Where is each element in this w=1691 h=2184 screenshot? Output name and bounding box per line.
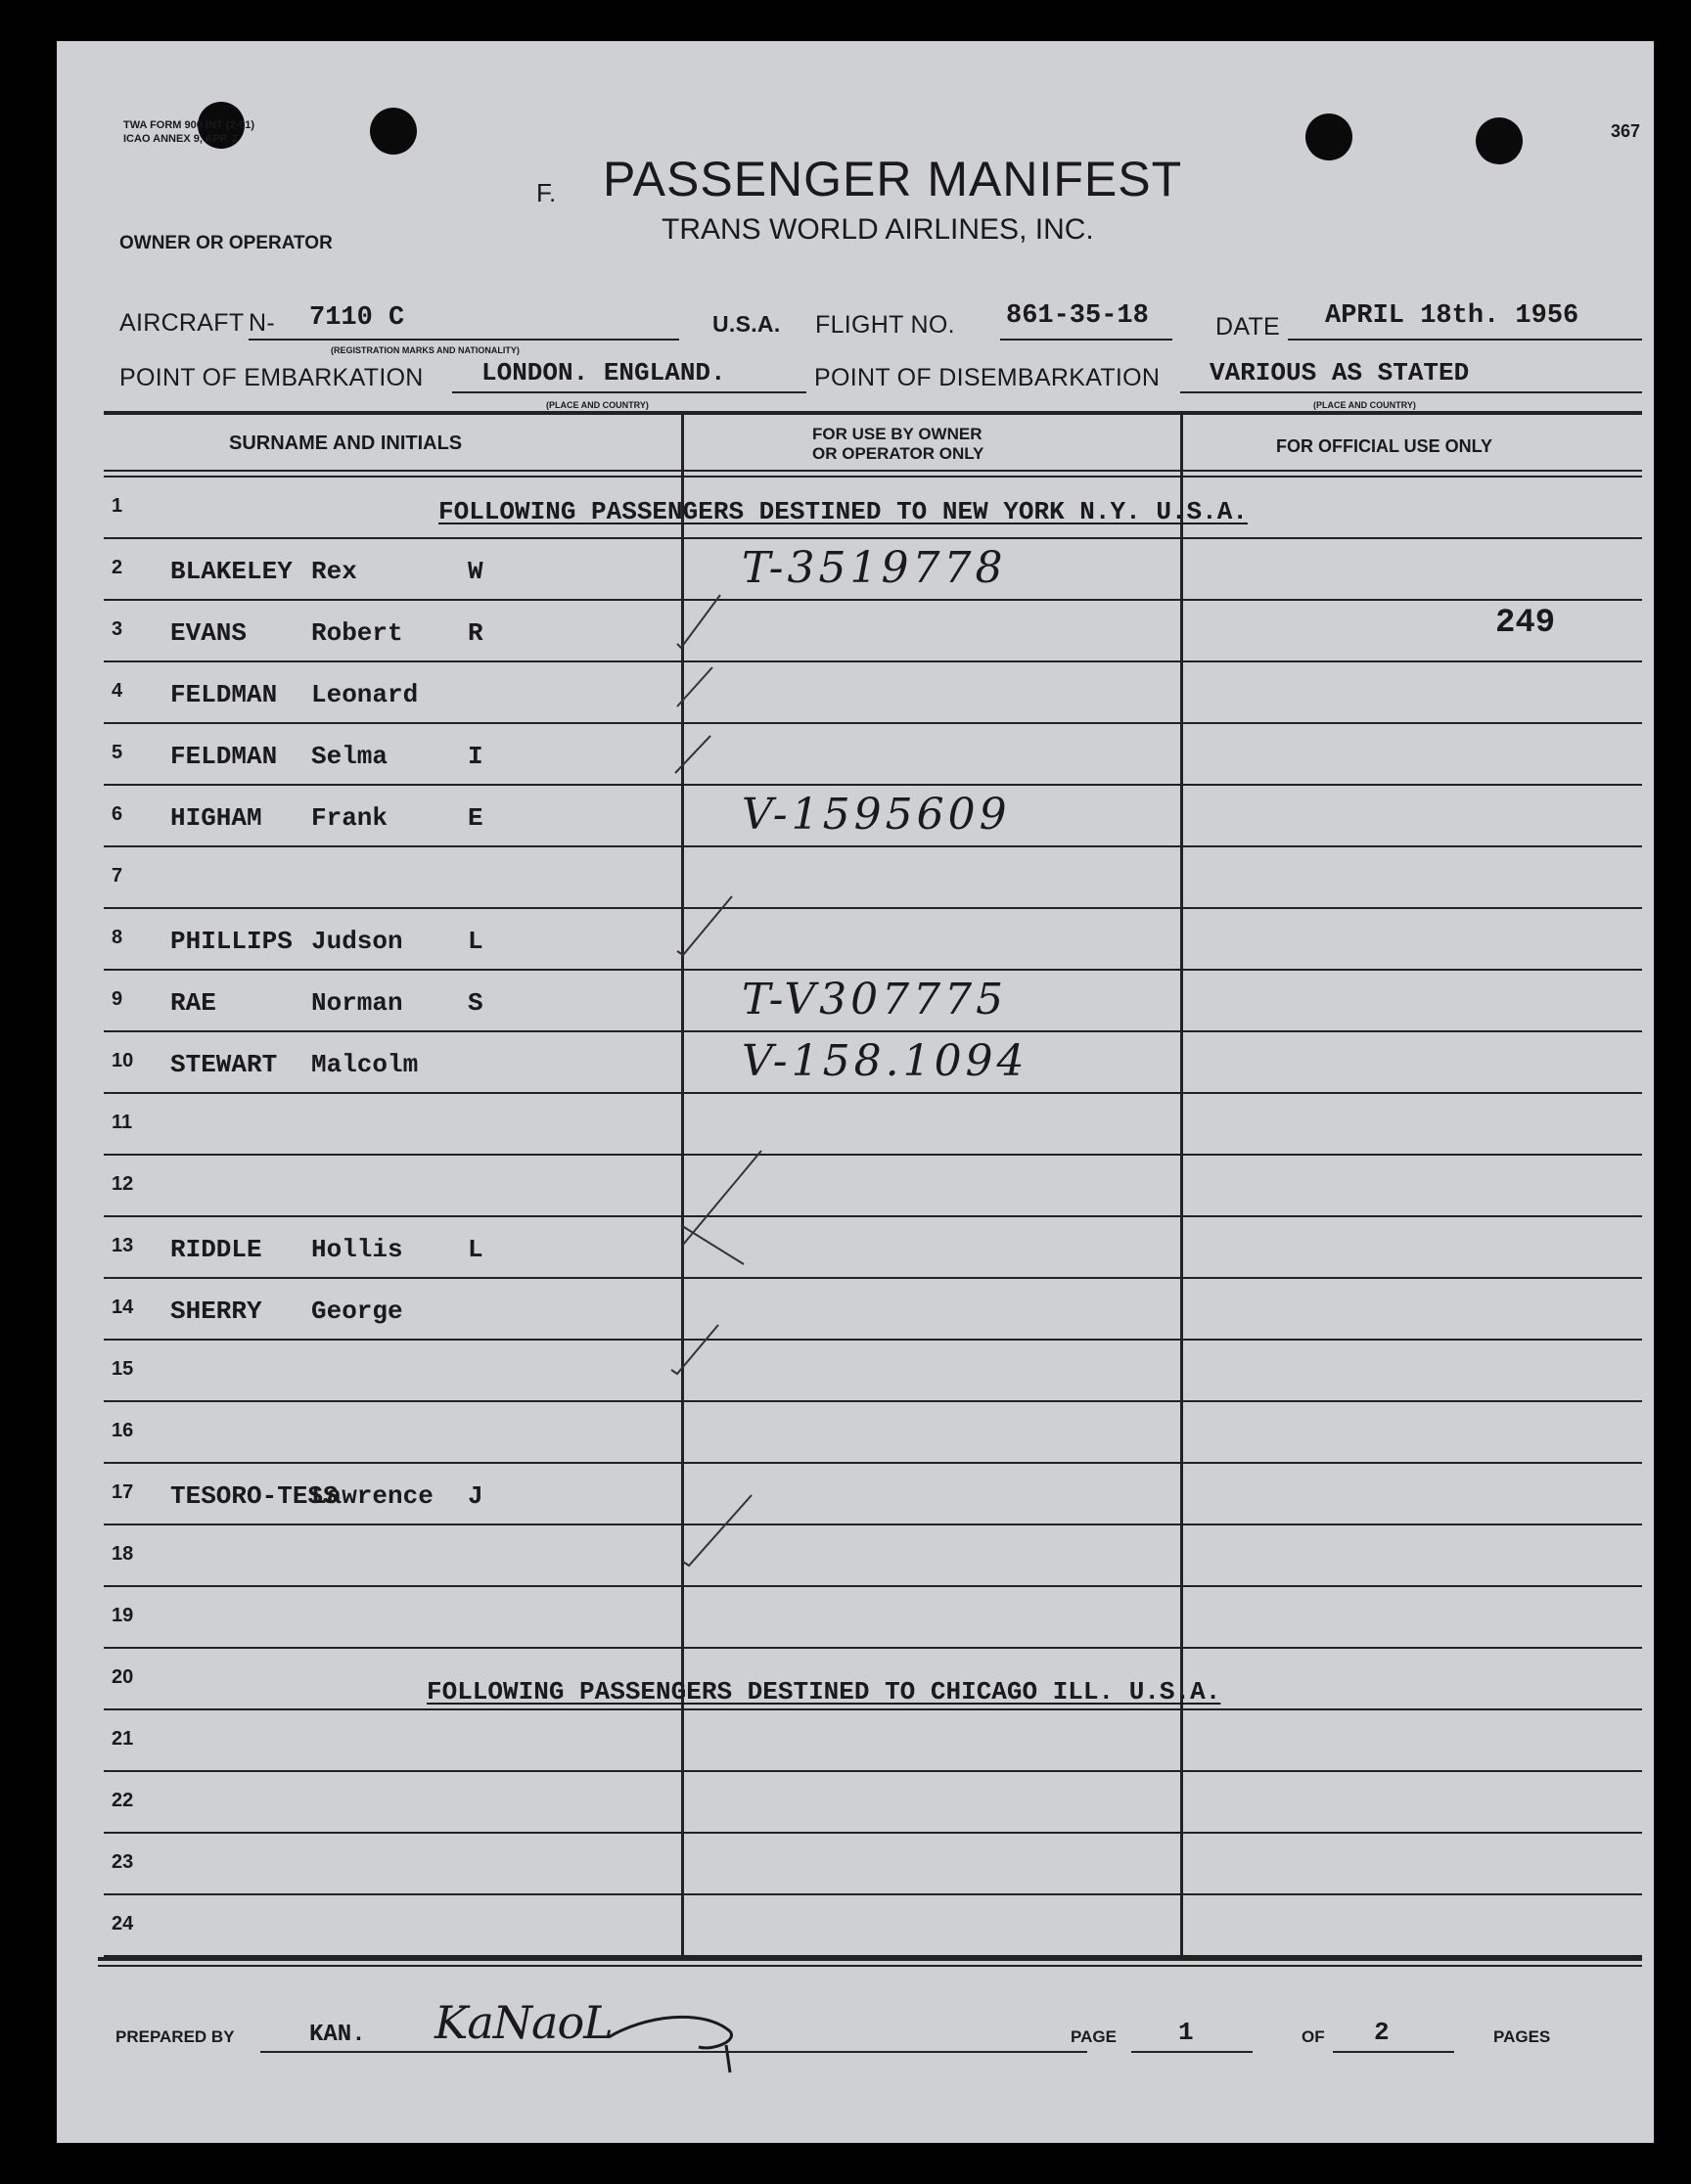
check-mark [683,1495,752,1566]
row-number: 3 [112,618,123,640]
row-rule [104,1400,1642,1402]
flight-value: 861-35-18 [1006,301,1149,331]
of-underline [1333,2051,1454,2053]
row-rule [104,537,1642,539]
banner-new-york: FOLLOWING PASSENGERS DESTINED TO NEW YORK N.Y. U.S.A. [438,497,1248,526]
passenger-surname: TESORO-TESS [170,1481,339,1511]
row-rule [104,1770,1642,1772]
col-header-surname: SURNAME AND INITIALS [229,432,463,454]
passenger-given-name: Selma [311,742,388,771]
check-mark [677,896,732,955]
row-rule [104,1708,1642,1710]
passenger-surname: FELDMAN [170,680,278,709]
passenger-surname: RIDDLE [170,1235,262,1264]
row-number: 13 [112,1235,134,1256]
row-rule [104,907,1642,909]
row-number: 20 [112,1666,134,1688]
passenger-initial: E [468,803,483,833]
row-rule [104,722,1642,724]
passenger-given-name: Leonard [311,680,419,709]
passenger-initial: W [468,557,483,586]
passenger-given-name: Frank [311,803,388,833]
row-rule [104,1030,1642,1032]
passenger-given-name: Judson [311,927,403,956]
row-number: 15 [112,1358,134,1380]
registration-caption: (REGISTRATION MARKS AND NATIONALITY) [331,345,520,355]
row-rule [104,1339,1642,1341]
aircraft-label: AIRCRAFT [119,309,245,337]
disembark-underline [1180,391,1642,393]
pages-label: PAGES [1493,2027,1551,2046]
row-number: 12 [112,1173,134,1195]
manifest-sheet [57,41,1654,2143]
passenger-initial: L [468,1235,483,1264]
row-number: 18 [112,1543,134,1565]
aircraft-prefix: N- [249,309,275,337]
row-rule [104,1647,1642,1649]
row-rule [104,599,1642,601]
passenger-given-name: Malcolm [311,1050,419,1079]
passenger-surname: PHILLIPS [170,927,293,956]
disembark-value: VARIOUS AS STATED [1210,358,1470,387]
row-number: 8 [112,927,123,948]
check-mark [671,1325,718,1374]
row-number: 5 [112,742,123,763]
passenger-surname: HIGHAM [170,803,262,833]
flight-label: FLIGHT NO. [815,311,955,339]
passenger-initial: I [468,742,483,771]
row-rule [104,1215,1642,1217]
row-rule [104,845,1642,847]
row-number: 2 [112,557,123,578]
row-rule [104,1462,1642,1464]
check-mark [675,736,710,773]
passenger-given-name: Rex [311,557,357,586]
passenger-surname: FELDMAN [170,742,278,771]
passenger-given-name: George [311,1297,403,1326]
table-bottom-rule-2 [98,1965,1642,1967]
passenger-initial: L [468,927,483,956]
passenger-given-name: Robert [311,618,403,648]
form-code: TWA FORM 900 INT (2-51) [123,119,255,131]
of-label: OF [1302,2027,1325,2046]
date-label: DATE [1215,313,1281,341]
row-number: 16 [112,1420,134,1441]
passenger-surname: SHERRY [170,1297,262,1326]
annex-code: ICAO ANNEX 9, APP. 2 [123,133,238,145]
passenger-given-name: Hollis [311,1235,403,1264]
column-divider [1180,415,1183,1959]
row-rule [104,1893,1642,1895]
owner-use-entry: T-V307775 [742,975,1008,1024]
passenger-initial: J [468,1481,483,1511]
owner-use-entry: V-1595609 [742,790,1011,840]
owner-use-entry: V-158.1094 [742,1036,1028,1086]
prepared-value: KAN. [309,2022,366,2048]
row-rule [104,1524,1642,1525]
prepared-underline [260,2051,1087,2053]
form-letter: F. [536,178,557,207]
col-header-owner-1: FOR USE BY OWNER [812,425,983,443]
aircraft-value: 7110 C [309,303,405,333]
flight-prefix: U.S.A. [712,311,781,337]
banner-chicago: FOLLOWING PASSENGERS DESTINED TO CHICAGO ILL. U.S.A. [427,1677,1221,1706]
row-rule [104,660,1642,662]
embark-underline [452,391,806,393]
table-top-rule [104,411,1642,415]
passenger-initial: S [468,988,483,1018]
flight-underline [1000,339,1172,341]
row-number: 23 [112,1851,134,1873]
row-number: 19 [112,1605,134,1626]
page-label: PAGE [1071,2027,1117,2046]
header-rule-2 [104,476,1642,478]
row-number: 21 [112,1728,134,1750]
table-bottom-rule [98,1957,1642,1961]
page-underline [1131,2051,1253,2053]
embark-value: LONDON. ENGLAND. [481,358,726,387]
check-mark [681,1151,761,1264]
col-header-official: FOR OFFICIAL USE ONLY [1276,436,1493,456]
row-rule [104,1154,1642,1156]
row-rule [104,1585,1642,1587]
punch-hole [1476,117,1523,164]
row-rule [104,1277,1642,1279]
corner-number: 367 [1611,121,1641,141]
disembark-label: POINT OF DISEMBARKATION [814,364,1161,391]
passenger-given-name: Norman [311,988,403,1018]
row-number: 9 [112,988,123,1010]
row-number: 24 [112,1913,134,1934]
passenger-initial: R [468,618,483,648]
place-caption-2: (PLACE AND COUNTRY) [1313,400,1416,410]
of-value: 2 [1374,2018,1390,2047]
row-number: 11 [112,1112,133,1133]
row-rule [104,784,1642,786]
row-number: 4 [112,680,123,702]
row-number: 7 [112,865,123,887]
passenger-given-name: Lawrence [311,1481,434,1511]
passenger-surname: EVANS [170,618,248,648]
passenger-surname: RAE [170,988,216,1018]
passenger-surname: BLAKELEY [170,557,293,586]
passenger-surname: STEWART [170,1050,278,1079]
row-rule [104,969,1642,971]
place-caption: (PLACE AND COUNTRY) [546,400,649,410]
row-number: 10 [112,1050,134,1071]
row-rule [104,1092,1642,1094]
signature: KaNaoL [434,1996,613,2049]
date-underline [1288,339,1642,341]
embark-label: POINT OF EMBARKATION [119,364,424,391]
row-number: 17 [112,1481,134,1503]
row-number: 1 [112,495,123,517]
signature-flourish [605,1998,742,2076]
owner-use-entry: T-3519778 [742,543,1007,593]
check-mark [677,595,720,648]
punch-hole [370,108,417,155]
row-number: 22 [112,1790,134,1811]
page-title: PASSENGER MANIFEST [603,152,1183,206]
row-number: 14 [112,1297,134,1318]
row-number: 6 [112,803,123,825]
check-mark [677,667,712,706]
aircraft-underline [249,339,679,341]
header-rule [104,470,1642,472]
official-use-entry: 249 [1495,605,1556,642]
prepared-label: PREPARED BY [115,2027,235,2046]
check-marks [663,589,800,1587]
page-value: 1 [1178,2018,1194,2047]
date-value: APRIL 18th. 1956 [1325,301,1579,331]
row-rule [104,1832,1642,1834]
owner-label: OWNER OR OPERATOR [119,233,333,253]
punch-hole [1305,114,1352,160]
col-header-owner-2: OR OPERATOR ONLY [812,444,984,463]
company-name: TRANS WORLD AIRLINES, INC. [662,213,1094,246]
